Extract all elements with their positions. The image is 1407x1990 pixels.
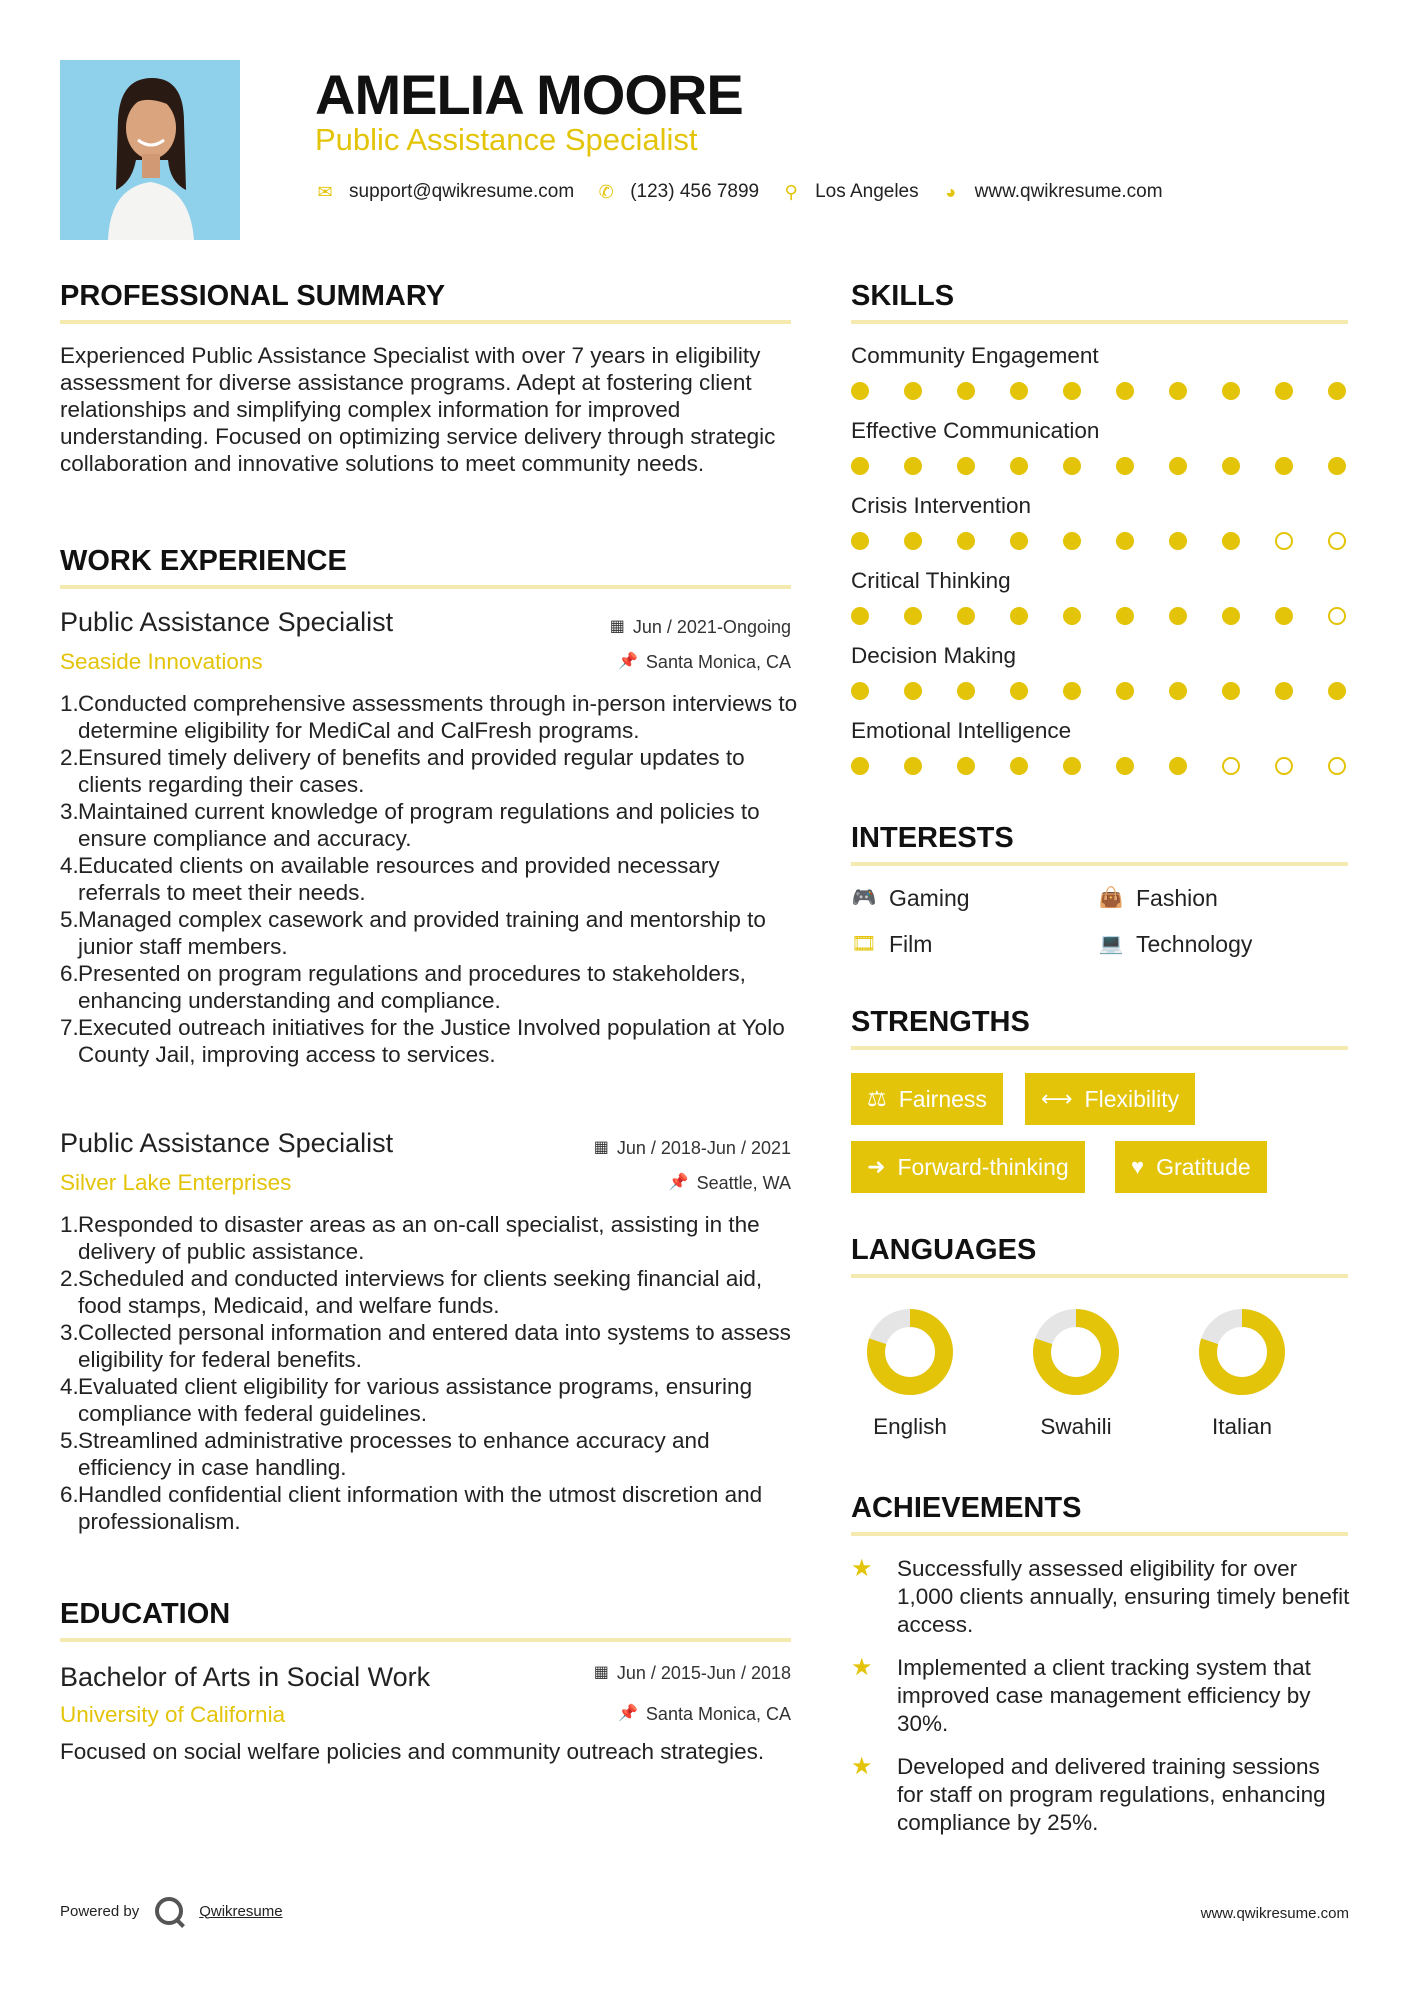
- contact-website-text: www.qwikresume.com: [974, 181, 1163, 202]
- job-2-date-text: Jun / 2018-Jun / 2021: [616, 1138, 791, 1158]
- laptop-icon: 💻: [1098, 933, 1124, 955]
- job-2-bullet-5: Streamlined administrative processes to enhance accuracy and efficiency in case handling.: [78, 1428, 710, 1480]
- contact-website[interactable]: [941, 181, 1163, 203]
- language-english-donut: [865, 1307, 955, 1397]
- pushpin-icon: 📌: [668, 1174, 689, 1191]
- experience-divider: [60, 585, 791, 589]
- rating-dot-filled: [957, 532, 975, 550]
- rating-dot-filled: [904, 457, 922, 475]
- education-heading: EDUCATION: [60, 1598, 231, 1630]
- job-1-bullet-3: Maintained current knowledge of program regulations and policies to ensure compliance and accuracy.: [78, 799, 760, 851]
- list-item: 2. Ensured timely delivery of benefits and provided regular updates to clients regarding their cases.: [60, 744, 800, 798]
- rating-dot-filled: [1328, 457, 1346, 475]
- rating-dot-filled: [1010, 457, 1028, 475]
- rating-dot-filled: [1063, 457, 1081, 475]
- strength-forward-thinking: [851, 1141, 1085, 1193]
- job-1-date: [610, 616, 791, 638]
- rating-dot-filled: [851, 382, 869, 400]
- calendar-icon: ▦: [609, 618, 625, 635]
- rating-dot-filled: [851, 757, 869, 775]
- strengths-heading: STRENGTHS: [851, 1006, 1030, 1038]
- skill-5-rating: [851, 682, 1351, 702]
- languages-heading: LANGUAGES: [851, 1234, 1037, 1266]
- achievement-2: [851, 1654, 1351, 1738]
- skill-4-name: Critical Thinking: [851, 568, 1011, 593]
- summary-divider: [60, 320, 791, 324]
- heart-icon: ♥: [1131, 1154, 1145, 1179]
- globe-icon: ◕: [945, 181, 957, 202]
- experience-heading: WORK EXPERIENCE: [60, 545, 347, 577]
- interests-divider: [851, 862, 1348, 866]
- achievement-3: [851, 1753, 1351, 1837]
- rating-dot-filled: [1328, 382, 1346, 400]
- job-1-bullet-6: Presented on program regulations and procedures to stakeholders, enhancing understanding and compliance.: [78, 961, 746, 1013]
- strength-gratitude-label: Gratitude: [1156, 1153, 1251, 1180]
- rating-dot-filled: [904, 682, 922, 700]
- interest-fashion: [1098, 884, 1218, 912]
- achievements-divider: [851, 1532, 1348, 1536]
- language-english: [845, 1307, 975, 1441]
- rating-dot-filled: [957, 382, 975, 400]
- list-item: 4. Evaluated client eligibility for various assistance programs, ensuring compliance with federal guidelines.: [60, 1373, 800, 1427]
- language-english-label: English: [873, 1414, 947, 1439]
- list-item: 1. Conducted comprehensive assessments through in-person interviews to determine eligibility for MediCal and CalFresh programs.: [60, 690, 800, 744]
- strength-flexibility-label: Flexibility: [1084, 1085, 1180, 1112]
- skill-4-rating: [851, 607, 1351, 627]
- job-2-location: [669, 1172, 791, 1194]
- contact-email[interactable]: [315, 181, 574, 203]
- rating-dot-filled: [851, 682, 869, 700]
- rating-dot-filled: [1063, 532, 1081, 550]
- achievement-1-text: Successfully assessed eligibility for over 1,000 clients annually, ensuring timely benefit access.: [897, 1556, 1350, 1637]
- phone-icon: ✆: [598, 181, 614, 202]
- rating-dot-filled: [1328, 682, 1346, 700]
- achievement-2-text: Implemented a client tracking system that improved case management efficiency by 30%.: [897, 1655, 1311, 1736]
- contact-phone-text: (123) 456 7899: [630, 181, 760, 202]
- rating-dot-filled: [904, 532, 922, 550]
- job-1-bullets: [60, 690, 800, 1068]
- job-1-location-text: Santa Monica, CA: [645, 652, 791, 672]
- rating-dot-filled: [1010, 607, 1028, 625]
- rating-dot-filled: [957, 757, 975, 775]
- job-1-bullet-7: Executed outreach initiatives for the Justice Involved population at Yolo County Jail, improving access to services.: [78, 1015, 785, 1067]
- rating-dot-filled: [1010, 382, 1028, 400]
- person-portrait-icon: [60, 60, 240, 240]
- envelope-icon: ✉: [317, 181, 333, 202]
- interest-film-label: Film: [889, 931, 933, 957]
- list-item: 2. Scheduled and conducted interviews for clients seeking financial aid, food stamps, Medicaid, and welfare funds.: [60, 1265, 800, 1319]
- footer-powered-by-label: Powered by: [60, 1902, 140, 1920]
- skill-5-name: Decision Making: [851, 643, 1017, 668]
- contact-location: [781, 181, 919, 203]
- rating-dot-filled: [1116, 682, 1134, 700]
- strengths-divider: [851, 1046, 1348, 1050]
- interest-film: [851, 930, 932, 958]
- skills-heading: SKILLS: [851, 280, 955, 312]
- candidate-name: AMELIA MOORE: [315, 63, 743, 126]
- gamepad-icon: 🎮: [851, 887, 877, 909]
- job-2-bullet-6: Handled confidential client information with the utmost discretion and professionalism.: [78, 1482, 763, 1534]
- rating-dot-filled: [1275, 607, 1293, 625]
- rating-dot-filled: [1010, 532, 1028, 550]
- rating-dot-filled: [1222, 457, 1240, 475]
- profile-photo: [60, 60, 240, 240]
- skills-divider: [851, 320, 1348, 324]
- star-icon: ★: [851, 1555, 873, 1582]
- rating-dot-filled: [1275, 457, 1293, 475]
- rating-dot-filled: [1169, 757, 1187, 775]
- job-1-bullet-2: Ensured timely delivery of benefits and provided regular updates to clients regarding their cases.: [78, 745, 745, 797]
- education-description: Focused on social welfare policies and community outreach strategies.: [60, 1739, 765, 1764]
- rating-dot-filled: [957, 607, 975, 625]
- education-degree: Bachelor of Arts in Social Work: [60, 1662, 431, 1692]
- education-school: University of California: [60, 1702, 286, 1727]
- rating-dot-filled: [1222, 607, 1240, 625]
- list-item: 7. Executed outreach initiatives for the Justice Involved population at Yolo County Jail, improving access to services.: [60, 1014, 800, 1068]
- rating-dot-filled: [957, 682, 975, 700]
- star-icon: ★: [851, 1753, 873, 1780]
- rating-dot-filled: [1063, 382, 1081, 400]
- language-italian-label: Italian: [1211, 1414, 1273, 1439]
- rating-dot-empty: [1275, 757, 1293, 775]
- job-1-bullet-5: Managed complex casework and provided training and mentorship to junior staff members.: [78, 907, 766, 959]
- education-date-text: Jun / 2015-Jun / 2018: [616, 1663, 791, 1683]
- contact-bar: [315, 178, 1185, 206]
- language-italian: [1177, 1307, 1307, 1441]
- rating-dot-filled: [1116, 607, 1134, 625]
- education-date: [594, 1662, 791, 1684]
- calendar-icon: ▦: [593, 1664, 609, 1681]
- rating-dot-filled: [904, 607, 922, 625]
- rating-dot-filled: [1116, 382, 1134, 400]
- interest-technology: [1098, 930, 1252, 958]
- contact-location-text: Los Angeles: [815, 181, 919, 202]
- job-2-date: [594, 1137, 791, 1159]
- pushpin-icon: 📌: [618, 653, 638, 670]
- job-2-bullets: [60, 1211, 800, 1535]
- skill-6-rating: [851, 757, 1351, 777]
- interest-technology-label: Technology: [1136, 931, 1253, 957]
- rating-dot-filled: [851, 457, 869, 475]
- strength-fairness: [851, 1073, 1003, 1125]
- rating-dot-filled: [1169, 382, 1187, 400]
- contact-phone[interactable]: [596, 181, 759, 203]
- skill-3-name: Crisis Intervention: [851, 493, 1032, 518]
- language-swahili-donut: [1031, 1307, 1121, 1397]
- rating-dot-filled: [904, 382, 922, 400]
- job-1-location: [618, 651, 791, 673]
- balance-scale-icon: ⚖: [867, 1086, 887, 1111]
- qwikresume-logo-icon: [155, 1897, 183, 1925]
- skill-3-rating: [851, 532, 1351, 552]
- footer-powered-by: [60, 1897, 283, 1925]
- rating-dot-empty: [1222, 757, 1240, 775]
- achievement-3-text: Developed and delivered training sessions for staff on program regulations, enhancing compliance by 25%.: [897, 1754, 1326, 1835]
- interest-gaming-label: Gaming: [889, 885, 970, 911]
- achievement-1: [851, 1555, 1351, 1639]
- rating-dot-empty: [1328, 757, 1346, 775]
- job-2-bullet-1: Responded to disaster areas as an on-call specialist, assisting in the delivery of public assistance.: [78, 1212, 760, 1264]
- education-location: [618, 1703, 791, 1725]
- skill-2-name: Effective Communication: [851, 418, 1100, 443]
- candidate-title: Public Assistance Specialist: [315, 122, 698, 157]
- location-pin-icon: ⚲: [784, 181, 798, 202]
- rating-dot-empty: [1328, 532, 1346, 550]
- rating-dot-filled: [1169, 532, 1187, 550]
- job-2-title: Public Assistance Specialist: [60, 1128, 394, 1158]
- languages-divider: [851, 1274, 1348, 1278]
- rating-dot-filled: [904, 757, 922, 775]
- skill-1-rating: [851, 382, 1351, 402]
- job-2-bullet-3: Collected personal information and entered data into systems to assess eligibility for federal benefits.: [78, 1320, 791, 1372]
- footer-website[interactable]: www.qwikresume.com: [1200, 1905, 1349, 1922]
- interests-heading: INTERESTS: [851, 822, 1014, 854]
- achievements-heading: ACHIEVEMENTS: [851, 1492, 1082, 1524]
- rating-dot-filled: [1063, 607, 1081, 625]
- rating-dot-filled: [1222, 532, 1240, 550]
- rating-dot-empty: [1328, 607, 1346, 625]
- job-1-date-text: Jun / 2021-Ongoing: [632, 617, 791, 637]
- list-item: 5. Managed complex casework and provided training and mentorship to junior staff members.: [60, 906, 800, 960]
- list-item: 3. Maintained current knowledge of program regulations and policies to ensure compliance and accuracy.: [60, 798, 800, 852]
- summary-heading: PROFESSIONAL SUMMARY: [60, 280, 446, 312]
- job-1-bullet-1: Conducted comprehensive assessments through in-person interviews to determine eligibility for MediCal and CalFresh programs.: [78, 691, 798, 743]
- list-item: 1. Responded to disaster areas as an on-call specialist, assisting in the delivery of public assistance.: [60, 1211, 800, 1265]
- rating-dot-filled: [1063, 757, 1081, 775]
- rating-dot-filled: [1275, 382, 1293, 400]
- strength-gratitude: [1115, 1141, 1267, 1193]
- rating-dot-filled: [1010, 757, 1028, 775]
- arrows-horizontal-icon: ⟷: [1041, 1086, 1073, 1111]
- rating-dot-filled: [851, 532, 869, 550]
- rating-dot-filled: [1063, 682, 1081, 700]
- rating-dot-filled: [1169, 682, 1187, 700]
- education-location-text: Santa Monica, CA: [645, 1704, 791, 1724]
- rating-dot-filled: [957, 457, 975, 475]
- strength-forward-thinking-label: Forward-thinking: [897, 1153, 1069, 1180]
- summary-text: Experienced Public Assistance Specialist with over 7 years in eligibility assessment for diverse assistance programs. Adept at fostering client relationships and simplifying complex information for improved understanding. Focused on optimizing service delivery through strategic collaboration and innovative solutions to meet community needs.: [60, 343, 776, 476]
- rating-dot-filled: [1116, 457, 1134, 475]
- interest-gaming: [851, 884, 970, 912]
- interest-fashion-label: Fashion: [1136, 885, 1218, 911]
- star-icon: ★: [851, 1654, 873, 1681]
- rating-dot-filled: [1222, 682, 1240, 700]
- rating-dot-filled: [1222, 382, 1240, 400]
- strength-fairness-label: Fairness: [898, 1085, 987, 1112]
- skill-2-rating: [851, 457, 1351, 477]
- rating-dot-filled: [1275, 682, 1293, 700]
- job-1-bullet-4: Educated clients on available resources and provided necessary referrals to meet their needs.: [78, 853, 720, 905]
- list-item: 3. Collected personal information and entered data into systems to assess eligibility for federal benefits.: [60, 1319, 800, 1373]
- footer-brand-link[interactable]: Qwikresume: [199, 1902, 283, 1920]
- education-divider: [60, 1638, 791, 1642]
- rating-dot-filled: [1010, 682, 1028, 700]
- rating-dot-filled: [1116, 757, 1134, 775]
- skill-1-name: Community Engagement: [851, 343, 1099, 368]
- calendar-icon: ▦: [593, 1139, 609, 1156]
- rating-dot-filled: [1116, 532, 1134, 550]
- list-item: 5. Streamlined administrative processes to enhance accuracy and efficiency in case handling.: [60, 1427, 800, 1481]
- arrow-right-icon: ➜: [867, 1154, 886, 1179]
- job-1-title: Public Assistance Specialist: [60, 607, 394, 637]
- contact-email-text: support@qwikresume.com: [349, 181, 575, 202]
- job-2-location-text: Seattle, WA: [696, 1173, 791, 1193]
- language-swahili-label: Swahili: [1040, 1414, 1112, 1439]
- pushpin-icon: 📌: [618, 1705, 638, 1722]
- job-1-company: Seaside Innovations: [60, 649, 263, 674]
- rating-dot-empty: [1275, 532, 1293, 550]
- rating-dot-filled: [851, 607, 869, 625]
- strength-flexibility: [1025, 1073, 1195, 1125]
- film-icon: 🎞: [851, 933, 877, 955]
- job-2-company: Silver Lake Enterprises: [60, 1170, 292, 1195]
- language-italian-donut: [1197, 1307, 1287, 1397]
- language-swahili: [1011, 1307, 1141, 1441]
- job-2-bullet-4: Evaluated client eligibility for various assistance programs, ensuring compliance with federal guidelines.: [78, 1374, 753, 1426]
- rating-dot-filled: [1169, 457, 1187, 475]
- list-item: 6. Presented on program regulations and procedures to stakeholders, enhancing understanding and compliance.: [60, 960, 800, 1014]
- job-2-bullet-2: Scheduled and conducted interviews for clients seeking financial aid, food stamps, Medicaid, and welfare funds.: [78, 1266, 763, 1318]
- list-item: 6. Handled confidential client information with the utmost discretion and professionalism.: [60, 1481, 800, 1535]
- list-item: 4. Educated clients on available resources and provided necessary referrals to meet their needs.: [60, 852, 800, 906]
- skill-6-name: Emotional Intelligence: [851, 718, 1072, 743]
- rating-dot-filled: [1169, 607, 1187, 625]
- shopping-bag-icon: 👜: [1098, 887, 1124, 909]
